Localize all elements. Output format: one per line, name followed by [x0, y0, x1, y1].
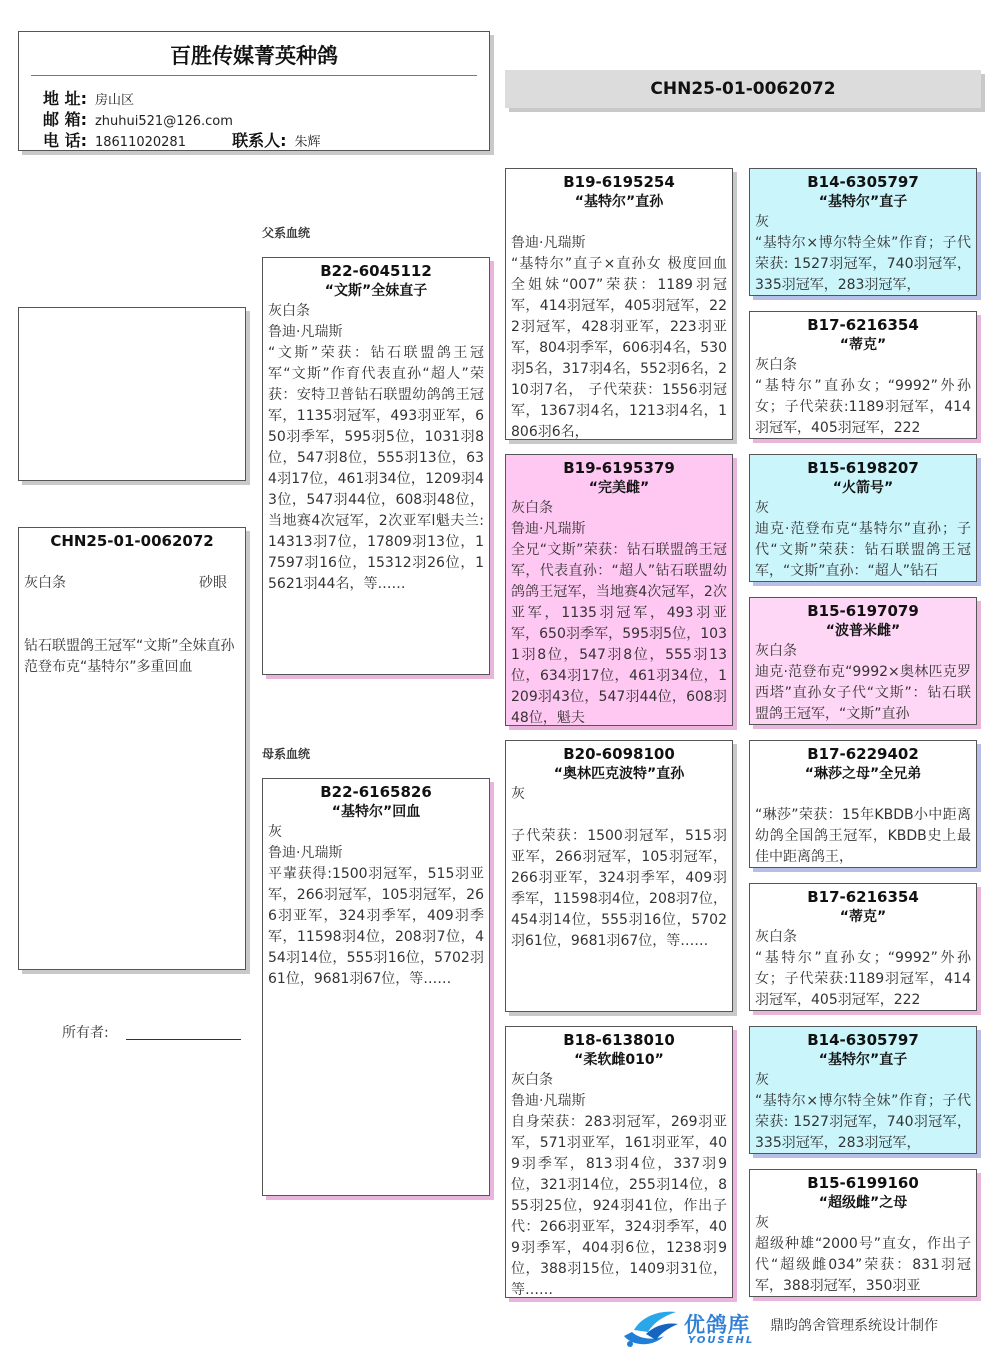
sire-sire-name: “基特尔”直孙 — [574, 194, 664, 210]
address-value: 房山区 — [94, 93, 134, 108]
sire-sire-card — [505, 168, 733, 440]
sds-color: 灰 — [755, 500, 769, 516]
phone-value: 18611020281 — [94, 135, 186, 150]
dam-card — [262, 778, 490, 1196]
email-value: zhuhui521@126.com — [94, 114, 233, 129]
ssd-description: “基特尔”直孙女；“9992”外孙女；子代荣获:1189羽冠军，414羽冠军，405羽冠军，222 — [755, 378, 971, 436]
ddd-ring: B15-6199160 — [807, 1174, 919, 1192]
sire-sire-description: “基特尔”直子×直孙女 极度回血 全姐妹“007”荣获：1189羽冠军，414羽冠军，405羽冠军，222羽冠军，428羽亚军，223羽亚军，804羽季军，606羽4名，530羽5名，317羽4名，552羽6名，210羽7名， 子代荣获：1556羽冠军，1367羽4名，1213羽4名，1806羽6名， — [511, 256, 727, 440]
sdd-name: “波普米雌” — [825, 623, 901, 639]
dsd-card — [749, 883, 977, 1011]
dam-sire-description: 子代荣获：1500羽冠军，515羽亚军，266羽冠军，105羽冠军，266羽亚军，324羽季军，409羽季军，11598羽4位，208羽7位，454羽14位，555羽16位，5702羽61位，9681羽67位，等…… — [511, 828, 727, 949]
sdd-ring: B15-6197079 — [807, 602, 919, 620]
dsd-color: 灰白条 — [755, 929, 797, 945]
sdd-color: 灰白条 — [755, 643, 797, 659]
email-row — [43, 107, 233, 130]
sire-color: 灰白条 — [268, 303, 310, 319]
dss-card — [749, 740, 977, 868]
sire-description: “文斯”荣获：钻石联盟鸽王冠军“文斯”作育代表直孙“超人”荣获：安特卫普钻石联盟幼鸽鸽王冠军，1135羽冠军，493羽亚军，650羽季军，595羽5位，1031羽8位，547羽8位，555羽13位，634羽17位，461羽34位，1209羽43位，547羽44位，608羽48位，当地赛4次冠军，2次亚军l魁夫兰:14313羽7位，17809羽13位，17597羽16位，15312羽26位，15621羽44名，等…… — [268, 345, 484, 592]
dam-color: 灰 — [268, 824, 282, 840]
sss-ring: B14-6305797 — [807, 173, 919, 191]
dam-ring: B22-6165826 — [320, 783, 432, 801]
sds-card — [749, 454, 977, 582]
dss-description: “琳莎”荣获：15年KBDB小中距离幼鸽全国鸽王冠军，KBDB史上最佳中距离鸽王， — [755, 807, 971, 865]
photo-placeholder — [18, 307, 246, 481]
contact-value: 朱辉 — [294, 135, 321, 150]
logo-text-en: YOUSEHL — [688, 1335, 755, 1346]
sss-card — [749, 168, 977, 296]
sire-dam-color: 灰白条 — [511, 500, 553, 516]
breeder-title: 百胜传媒菁英种鸽 — [170, 44, 338, 68]
ssd-ring: B17-6216354 — [807, 316, 919, 334]
dam-sire-ring: B20-6098100 — [563, 745, 675, 763]
dam-sire-color: 灰 — [511, 786, 525, 802]
sds-ring: B15-6198207 — [807, 459, 919, 477]
owner-label: 所有者: — [62, 1025, 109, 1041]
sire-dam-card — [505, 454, 733, 726]
ddd-description: 超级种雄“2000号”直女，作出子代“超级雌034”荣获：831羽冠军，388羽冠军，350羽亚 — [755, 1236, 971, 1294]
dss-ring: B17-6229402 — [807, 745, 919, 763]
sire-ring: B22-6045112 — [320, 262, 432, 280]
dam-dam-name: “柔软雌010” — [574, 1052, 664, 1068]
ddd-name: “超级雌”之母 — [818, 1195, 908, 1211]
dam-description: 平輩获得:1500羽冠军，515羽亚军，266羽冠军，105羽冠军，266羽亚军，324羽季军，409羽季军，11598羽4位，208羽7位，454羽14位，555羽16位，5702羽61位，9681羽67位，等…… — [268, 866, 484, 987]
dam-dam-description: 自身荣获：283羽冠军，269羽亚军，571羽亚军，161羽亚军，409羽季军，813羽4位，337羽9位，321羽14位，255羽14位，855羽25位，924羽41位，作出子代：266羽亚军，324羽季军，409羽季军，404羽6位，1238羽9位，388羽15位，1409羽31位，等…… — [511, 1114, 727, 1298]
sire-sire-ring: B19-6195254 — [563, 173, 675, 191]
address-row — [43, 86, 134, 109]
dds-ring: B14-6305797 — [807, 1031, 919, 1049]
dam-sire-lineage — [511, 805, 727, 826]
dam-name: “基特尔”回血 — [331, 804, 421, 820]
sire-dam-name: “完美雌” — [588, 480, 650, 496]
dds-name: “基特尔”直子 — [818, 1052, 908, 1068]
logo-text-cn: 优鸽库 — [684, 1313, 750, 1337]
sds-description: 迪克·范登布克“基特尔”直孙；子代“文斯”荣获：钻石联盟鸽王冠军，“文斯”直孙：“超人”钻石 — [755, 521, 971, 579]
dds-card — [749, 1026, 977, 1154]
sss-color: 灰 — [755, 214, 769, 230]
dam-dam-card — [505, 1026, 733, 1298]
ssd-card — [749, 311, 977, 439]
sdd-description: 迪克·范登布克“9992×奥林匹克罗西塔”直孙女子代“文斯”：钻石联盟鸽王冠军，“文斯”直孙 — [755, 664, 971, 722]
dove-logo-icon — [618, 1306, 680, 1350]
address-label: 地 址: — [43, 89, 87, 108]
dam-sire-card — [505, 740, 733, 1012]
dsd-ring: B17-6216354 — [807, 888, 919, 906]
main-bird-card — [18, 527, 246, 970]
sds-name: “火箭号” — [832, 480, 894, 496]
ssd-color: 灰白条 — [755, 357, 797, 373]
main-bird-notes — [24, 636, 239, 678]
main-bird-note: 钻石联盟鸽王冠军“文斯”全妹直孙 — [24, 638, 235, 654]
phone-row — [43, 128, 321, 151]
dam-dam-color: 灰白条 — [511, 1072, 553, 1088]
dss-name: “琳莎之母”全兄弟 — [804, 766, 922, 782]
email-label: 邮 箱: — [43, 110, 87, 129]
sire-card — [262, 257, 490, 675]
ddd-color: 灰 — [755, 1215, 769, 1231]
owner-signature-line — [126, 1039, 241, 1040]
dam-dam-ring: B18-6138010 — [563, 1031, 675, 1049]
sire-sire-lineage: 鲁迪·凡瑞斯 — [511, 235, 586, 251]
sire-sire-color — [511, 212, 727, 233]
sire-dam-lineage: 鲁迪·凡瑞斯 — [511, 521, 586, 537]
contact-label: 联系人: — [232, 131, 287, 150]
dsd-name: “蒂克” — [839, 909, 887, 925]
ssd-name: “蒂克” — [839, 337, 887, 353]
sire-name: “文斯”全妹直子 — [324, 283, 428, 299]
ddd-card — [749, 1169, 977, 1297]
header-divider — [31, 75, 477, 76]
sss-name: “基特尔”直子 — [818, 194, 908, 210]
dsd-description: “基特尔”直孙女；“9992”外孙女；子代荣获:1189羽冠军，414羽冠军，405羽冠军，222 — [755, 950, 971, 1008]
main-bird-ring: CHN25-01-0062072 — [50, 532, 214, 550]
main-bird-note: 范登布克“基特尔”多重回血 — [24, 659, 193, 675]
phone-label: 电 话: — [43, 131, 87, 150]
footer-credit: 鼎昀鸽舍管理系统设计制作 — [770, 1318, 938, 1334]
dds-color: 灰 — [755, 1072, 769, 1088]
dam-sire-name: “奥林匹克波特”直孙 — [553, 766, 685, 782]
dss-color — [755, 784, 971, 805]
breeder-header-card — [18, 31, 490, 151]
sire-dam-description: 全兄“文斯”荣获：钻石联盟鸽王冠军，代表直孙：“超人”钻石联盟幼鸽鸽王冠军，当地赛4次冠军，2次亚军，1135羽冠军，493羽亚军，650羽季军，595羽5位，1031羽8位，547羽8位，555羽13位，634羽17位，461羽34位，1209羽43位，547羽44位，608羽48位，魁夫 — [511, 542, 727, 726]
sss-description: “基特尔×博尔特全妹”作育；子代荣获: 1527羽冠军，740羽冠军，335羽冠军，283羽冠军， — [755, 235, 971, 293]
dam-lineage: 鲁迪·凡瑞斯 — [268, 845, 343, 861]
main-bird-color: 灰白条 — [24, 575, 66, 591]
dds-description: “基特尔×博尔特全妹”作育；子代荣获: 1527羽冠军，740羽冠军，335羽冠军，283羽冠军， — [755, 1093, 971, 1151]
main-bird-eye: 砂眼 — [199, 575, 227, 591]
dam-line-label: 母系血统 — [262, 747, 311, 761]
sire-lineage: 鲁迪·凡瑞斯 — [268, 324, 343, 340]
ring-number-banner: CHN25-01-0062072 — [505, 70, 981, 108]
sire-line-label: 父系血统 — [262, 226, 311, 240]
dam-dam-lineage: 鲁迪·凡瑞斯 — [511, 1093, 586, 1109]
sdd-card — [749, 597, 977, 725]
sire-dam-ring: B19-6195379 — [563, 459, 675, 477]
